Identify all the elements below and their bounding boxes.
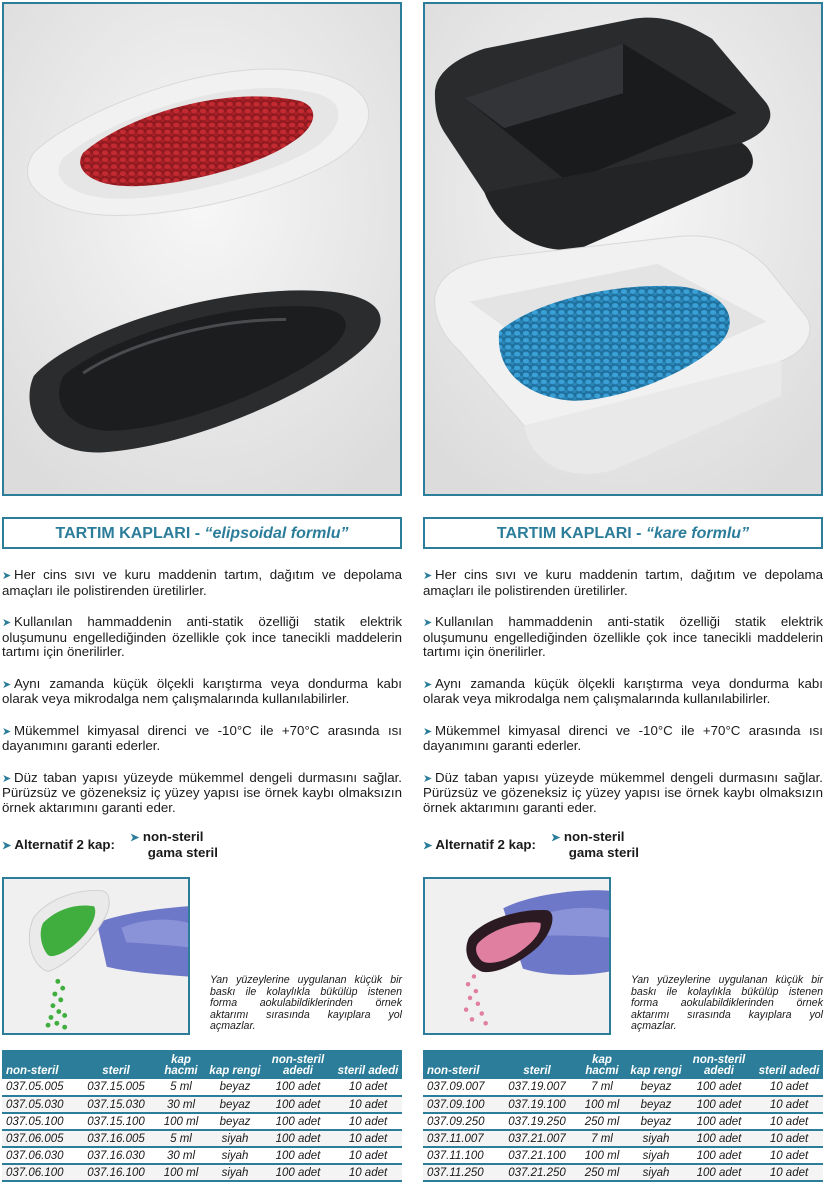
product-table — [2, 1050, 402, 1182]
table-row: 037.05.005 037.15.005 5 ml beyaz 100 adet 10 adet — [2, 1079, 402, 1096]
table-row: 037.09.250 037.19.250 250 ml beyaz 100 adet 10 adet — [423, 1113, 823, 1130]
column-header: non-steril adedi — [262, 1050, 334, 1079]
alternatives-label: Alternatif 2 kap: — [14, 837, 115, 852]
table-row: 037.11.007 037.21.007 7 ml siyah 100 adet 10 adet — [423, 1130, 823, 1147]
arrow-right-icon: ➤ — [423, 840, 433, 852]
arrow-right-icon: ➤ — [423, 678, 433, 691]
table-row: 037.06.100 037.16.100 100 ml siyah 100 adet 10 adet — [2, 1164, 402, 1181]
feature-item: ➤ Mükemmel kimyasal direnci ve -10°C ile +70°C arasında ısı dayanımını garanti ederler. — [2, 722, 402, 753]
column-header: kap rengi — [208, 1050, 262, 1079]
section-title — [423, 517, 823, 549]
elliptical-dishes-photo — [2, 2, 402, 496]
arrow-right-icon: ➤ — [130, 832, 140, 844]
title-separator: - — [190, 525, 205, 542]
title-subtitle: “kare formlu” — [645, 525, 750, 542]
arrow-right-icon: ➤ — [2, 678, 12, 691]
arrow-right-icon: ➤ — [2, 772, 12, 785]
table-row: 037.05.100 037.15.100 100 ml beyaz 100 adet 10 adet — [2, 1113, 402, 1130]
column-header: non-steril — [2, 1050, 78, 1079]
arrow-right-icon: ➤ — [423, 617, 433, 629]
section-title — [2, 517, 402, 549]
glove-green-granules-photo — [2, 877, 190, 1035]
table-row: 037.11.250 037.21.250 250 ml siyah 100 adet 10 adet — [423, 1164, 823, 1181]
arrow-right-icon: ➤ — [423, 725, 433, 738]
column-header: steril adedi — [755, 1050, 823, 1079]
feature-list — [2, 568, 402, 832]
alternative-option: gama steril — [568, 845, 639, 860]
feature-item: ➤ Her cins sıvı ve kuru maddenin tartım, dağıtım ve depolama amaçları ile polistirenden üretilirler. — [423, 567, 823, 598]
arrow-right-icon: ➤ — [2, 570, 12, 582]
feature-item: ➤ Kullanılan hammaddenin anti-statik özelliği statik elektrik oluşumunu engellediğinden özellikle çok ince tanecikli maddelerin tartımı için önerilirler. — [423, 614, 823, 659]
table-row: 037.09.100 037.19.100 100 ml beyaz 100 adet 10 adet — [423, 1096, 823, 1113]
arrow-right-icon: ➤ — [551, 832, 561, 844]
title-separator: - — [631, 525, 646, 542]
table-header-row — [2, 1050, 402, 1079]
product-table — [423, 1050, 823, 1182]
right-column — [423, 0, 824, 1193]
feature-item: ➤ Düz taban yapısı yüzeyde mükemmel dengeli durmasını sağlar. Pürüzsüz ve gözeneksiz iç yüzey yapısı ise örnek kaybı olmaksızın örnek aktarımını garanti eder. — [2, 769, 402, 815]
alternative-option: gama steril — [147, 845, 218, 860]
table-row: 037.11.100 037.21.100 100 ml siyah 100 adet 10 adet — [423, 1147, 823, 1164]
feature-item: ➤ Aynı zamanda küçük ölçekli karıştırma veya dondurma kabı olarak veya mikrodalga nem çalışmalarında kullanılabilirler. — [423, 675, 823, 706]
column-header: kap hacmi — [575, 1050, 629, 1079]
column-header: kap hacmi — [154, 1050, 208, 1079]
arrow-right-icon: ➤ — [423, 570, 433, 582]
alternatives-label: Alternatif 2 kap: — [435, 837, 536, 852]
title-main: TARTIM KAPLARI — [55, 525, 191, 542]
alternative-option: non-steril — [563, 829, 625, 844]
feature-list — [423, 568, 823, 832]
arrow-right-icon: ➤ — [2, 725, 12, 738]
feature-item: ➤ Her cins sıvı ve kuru maddenin tartım, dağıtım ve depolama amaçları ile polistirenden üretilirler. — [2, 567, 402, 598]
column-header: steril adedi — [334, 1050, 402, 1079]
column-header: steril — [499, 1050, 575, 1079]
alternative-option: non-steril — [142, 829, 204, 844]
arrow-right-icon: ➤ — [2, 840, 12, 852]
image-caption: Yan yüzeylerine uygulanan küçük bir baskı ile kolaylıkla bükülüp istenen forma aokulabildiklerinden örnek aktarımı sırasında kayıplara yol açmazlar. — [210, 974, 402, 1032]
table-row: 037.06.005 037.16.005 5 ml siyah 100 adet 10 adet — [2, 1130, 402, 1147]
title-subtitle: “elipsoidal formlu” — [204, 525, 349, 542]
arrow-right-icon: ➤ — [423, 772, 433, 785]
table-row: 037.06.030 037.16.030 30 ml siyah 100 adet 10 adet — [2, 1147, 402, 1164]
column-header: non-steril adedi — [683, 1050, 755, 1079]
arrow-right-icon: ➤ — [2, 617, 12, 629]
feature-item: ➤ Kullanılan hammaddenin anti-statik özelliği statik elektrik oluşumunu engellediğinden özellikle çok ince tanecikli maddelerin tartımı için önerilirler. — [2, 614, 402, 659]
table-row: 037.09.007 037.19.007 7 ml beyaz 100 adet 10 adet — [423, 1079, 823, 1096]
feature-item: ➤ Aynı zamanda küçük ölçekli karıştırma veya dondurma kabı olarak veya mikrodalga nem çalışmalarında kullanılabilirler. — [2, 675, 402, 706]
column-header: steril — [78, 1050, 154, 1079]
title-main: TARTIM KAPLARI — [496, 525, 632, 542]
table-header-row — [423, 1050, 823, 1079]
column-header: non-steril — [423, 1050, 499, 1079]
table-row: 037.05.030 037.15.030 30 ml beyaz 100 adet 10 adet — [2, 1096, 402, 1113]
image-caption: Yan yüzeylerine uygulanan küçük bir baskı ile kolaylıkla bükülüp istenen forma aokulabildiklerinden örnek aktarımı sırasında kayıplara yol açmazlar. — [631, 974, 823, 1032]
feature-item: ➤ Düz taban yapısı yüzeyde mükemmel dengeli durmasını sağlar. Pürüzsüz ve gözeneksiz iç yüzey yapısı ise örnek kaybı olmaksızın örnek aktarımını garanti eder. — [423, 769, 823, 815]
square-dishes-photo — [423, 2, 823, 496]
feature-item: ➤ Mükemmel kimyasal direnci ve -10°C ile +70°C arasında ısı dayanımını garanti ederler. — [423, 722, 823, 753]
left-column — [2, 0, 403, 1193]
glove-pink-granules-photo — [423, 877, 611, 1035]
column-header: kap rengi — [629, 1050, 683, 1079]
